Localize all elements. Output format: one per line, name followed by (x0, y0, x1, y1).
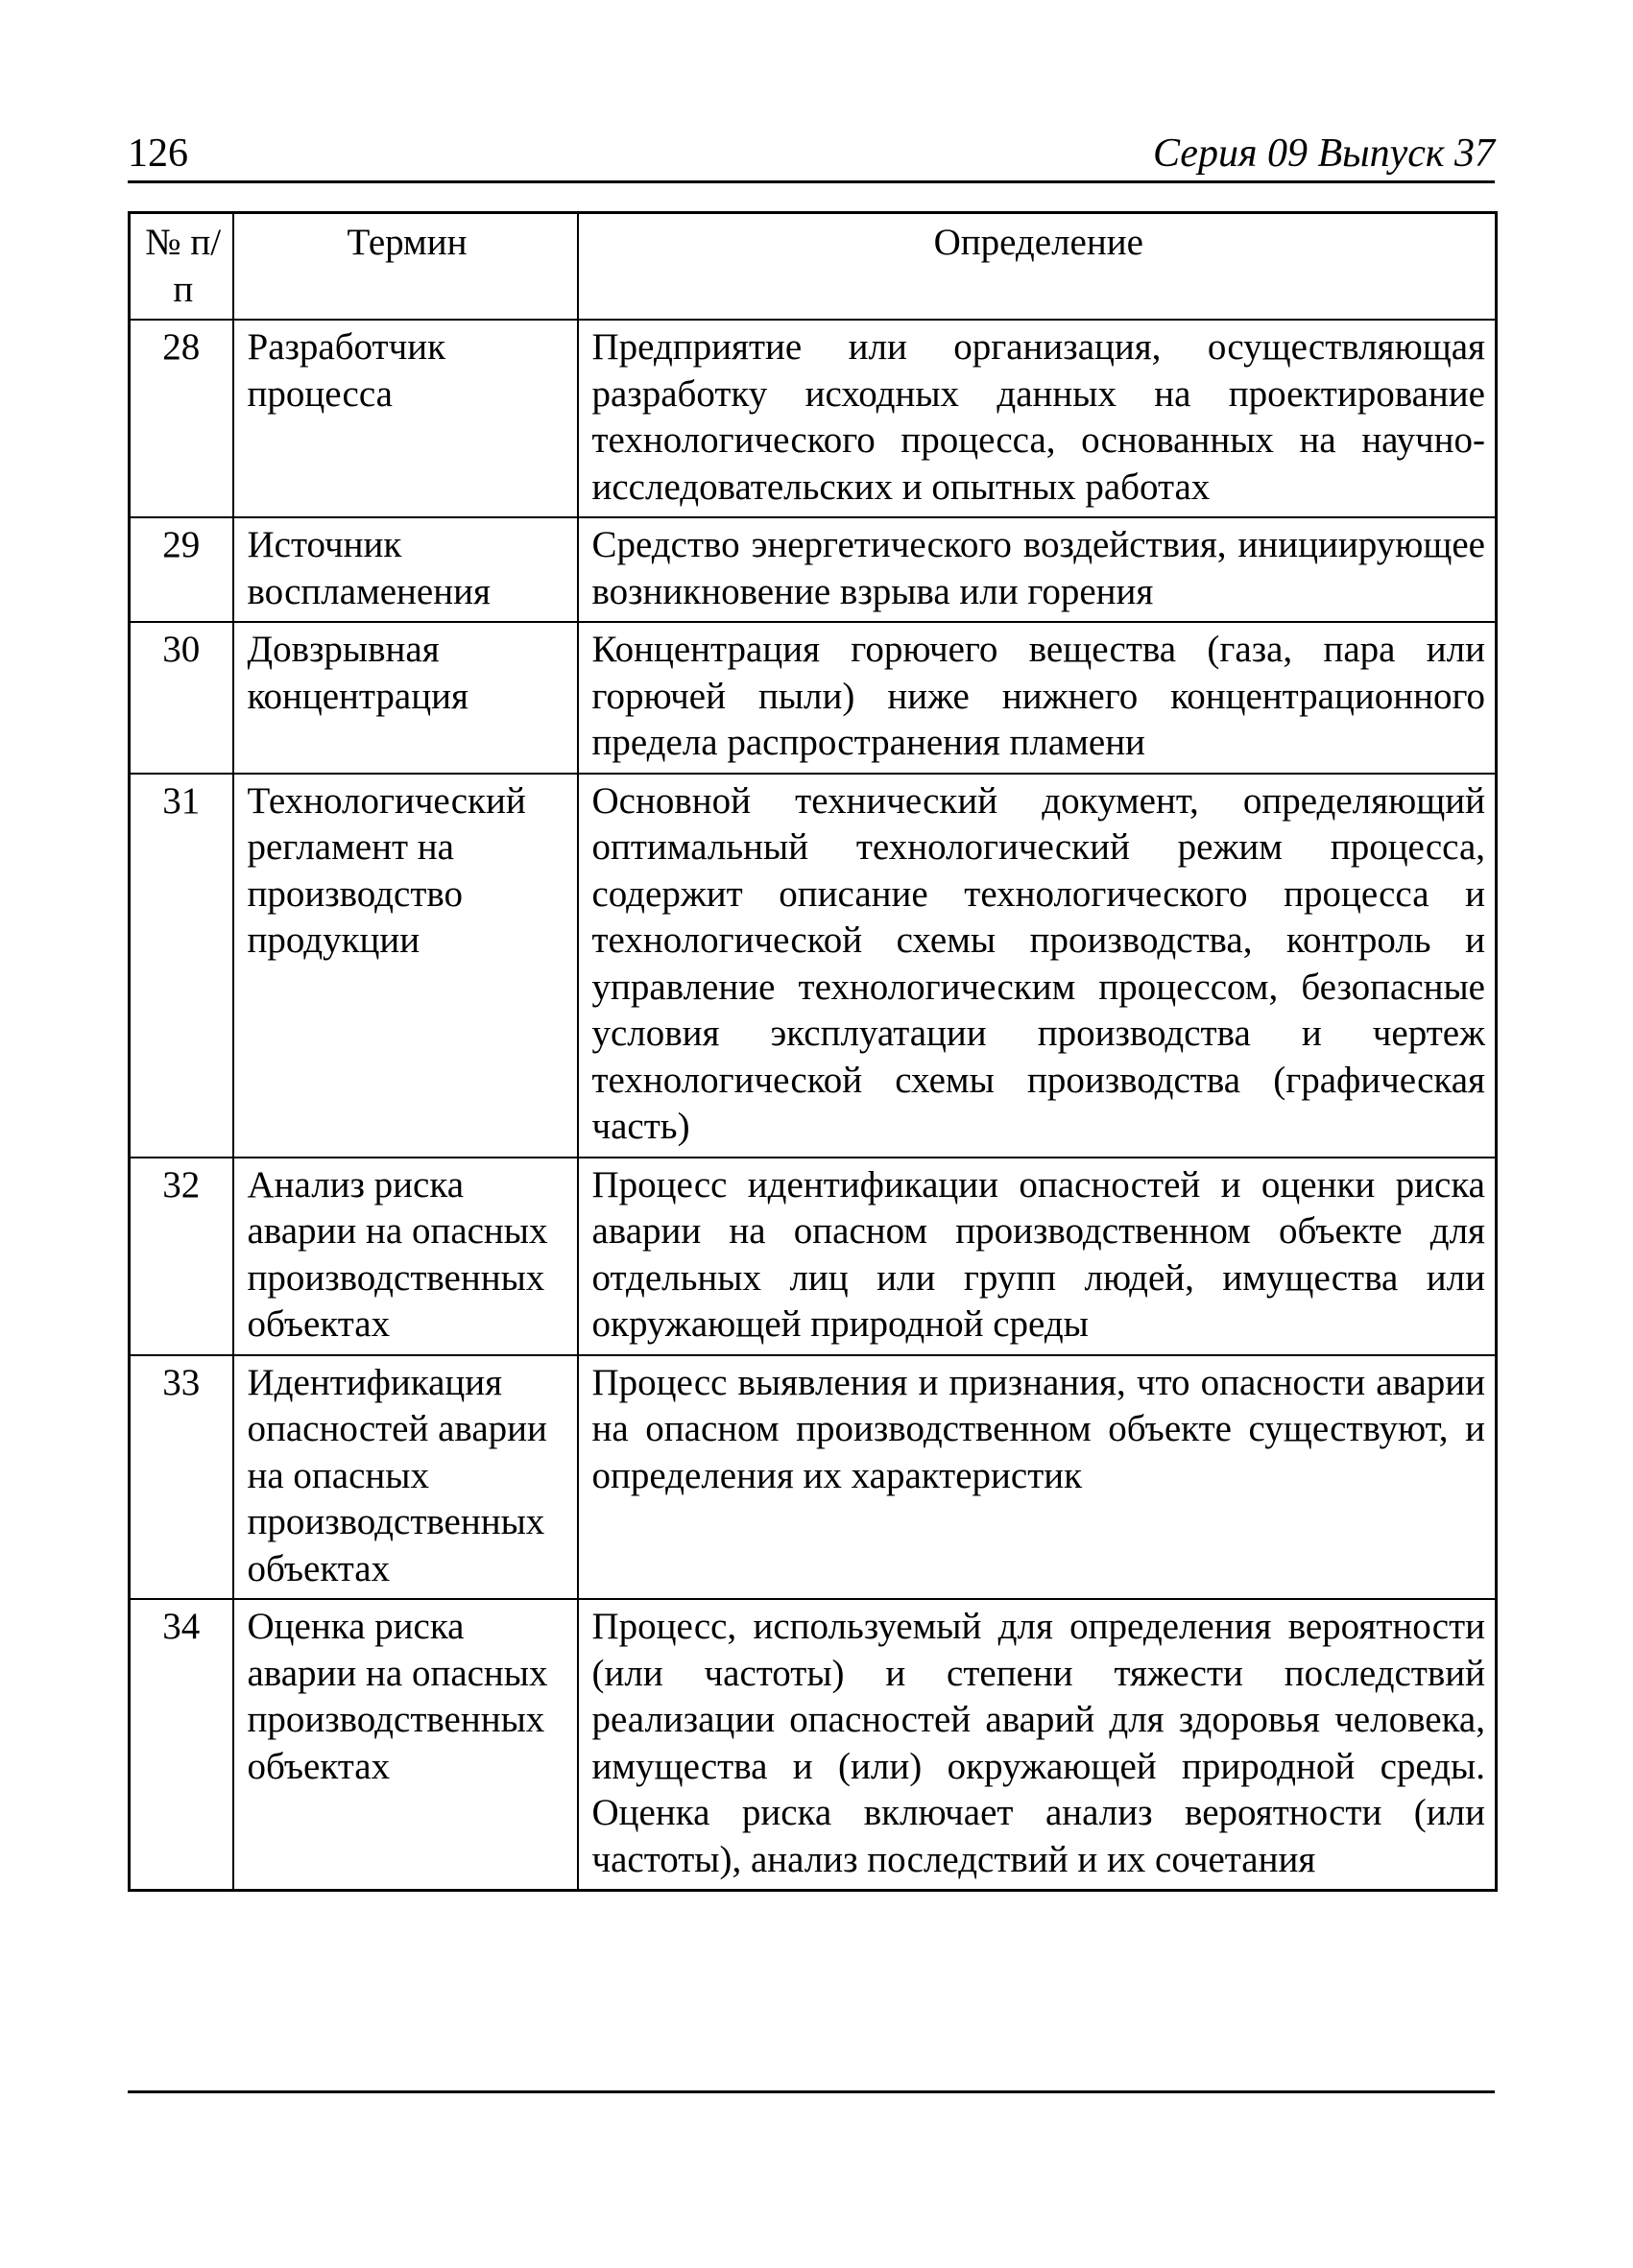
row-number: 31 (130, 774, 233, 1158)
table-row (130, 320, 1497, 517)
terms-table (128, 211, 1498, 1892)
column-header-definition: Определение (578, 213, 1497, 321)
table-row (130, 517, 1497, 622)
table-header-row (130, 213, 1497, 321)
table-row (130, 1599, 1497, 1891)
row-number: 28 (130, 320, 233, 517)
row-term: Источник воспламенения (233, 517, 578, 622)
row-definition: Концентрация горючего вещества (газа, пара или горючей пыли) ниже нижнего концентрационного предела распространения пламени (578, 622, 1497, 774)
column-header-term: Термин (233, 213, 578, 321)
row-term: Оценка риска аварии на опасных производственных объектах (233, 1599, 578, 1891)
running-title: Серия 09 Выпуск 37 (1153, 131, 1495, 176)
row-definition: Процесс выявления и признания, что опасности аварии на опасном производственном объекте существуют, и определения их характеристик (578, 1355, 1497, 1600)
row-number: 32 (130, 1158, 233, 1355)
row-number: 33 (130, 1355, 233, 1600)
row-term: Технологический регламент на производство продукции (233, 774, 578, 1158)
footer-divider (128, 2090, 1495, 2093)
row-definition: Процесс идентификации опасностей и оценки риска аварии на опасном производственном объекте для отдельных лиц или групп людей, имущества или окружающей природной среды (578, 1158, 1497, 1355)
row-definition: Процесс, используемый для определения вероятности (или частоты) и степени тяжести последствий реализации опасностей аварий для здоровья человека, имущества и (или) окружающей природной среды. Оценка риска включает анализ вероятности (или частоты), анализ последствий и их сочетания (578, 1599, 1497, 1891)
row-number: 34 (130, 1599, 233, 1891)
table-row (130, 622, 1497, 774)
row-term: Довзрывная концентрация (233, 622, 578, 774)
row-number: 30 (130, 622, 233, 774)
table-row (130, 1355, 1497, 1600)
row-number: 29 (130, 517, 233, 622)
page-number: 126 (128, 131, 188, 176)
table-row (130, 774, 1497, 1158)
row-definition: Средство энергетического воздействия, инициирующее возникновение взрыва или горения (578, 517, 1497, 622)
row-definition: Предприятие или организация, осуществляющая разработку исходных данных на проектирование технологического процесса, основанных на научно-исследовательских и опытных работах (578, 320, 1497, 517)
column-header-number: № п/п (130, 213, 233, 321)
page-header (128, 131, 1495, 183)
row-term: Разработчик процесса (233, 320, 578, 517)
row-definition: Основной технический документ, определяющий оптимальный технологический режим процесса, содержит описание технологического процесса и технологической схемы производства, контроль и управление технологическим процессом, безопасные условия эксплуатации производства и чертеж технологической схемы производства (графическая часть) (578, 774, 1497, 1158)
row-term: Анализ риска аварии на опасных производственных объектах (233, 1158, 578, 1355)
table-row (130, 1158, 1497, 1355)
row-term: Идентификация опасностей аварии на опасных производственных объектах (233, 1355, 578, 1600)
